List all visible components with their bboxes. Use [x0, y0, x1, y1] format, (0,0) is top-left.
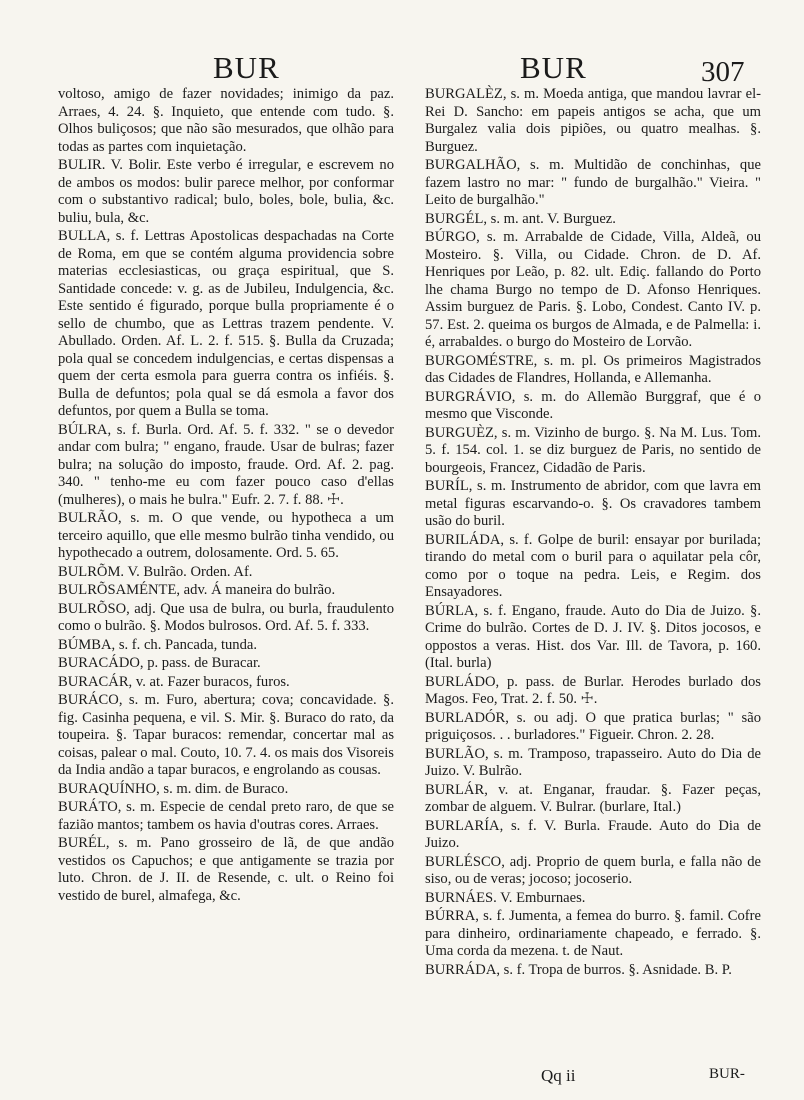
entry-burlesco: BURLÉSCO, adj. Proprio de quem burla, e falla não de siso, ou de veras; jocoso; jocoserio.: [425, 853, 761, 887]
entry-bulrao: BULRÃO, s. m. O que vende, ou hypotheca a um terceiro aquillo, que elle mesmo bulrão tinha vendido, ou hypothecado a outrem, dolosamente. Ord. 5. 65.: [58, 510, 394, 561]
right-column: [425, 86, 761, 980]
running-head-right: BUR: [520, 50, 587, 85]
entry-buracar: BURACÁR, v. at. Fazer buracos, furos.: [58, 673, 290, 690]
entry-burnaes: BURNÁES. V. Emburnaes.: [425, 889, 586, 906]
entry-bulra: BÚLRA, s. f. Burla. Ord. Af. 5. f. 332. " se o devedor andar com bulra; " engano, fraude. Usar de bulras; fazer bulra; na solução do imposto, fraude. Ord. Af. 2. pag. 340. " tenho-me eu com fazer pouco caso d'ellas (mulheres), o mais he bulra." Eufr. 2. 7. f. 88. ☩.: [58, 421, 394, 508]
entry-burgalez: BURGALÈZ, s. m. Moeda antiga, que mandou lavrar el-Rei D. Sancho: em papeis antigos se acha, que um Burgalez valia dois pipiões, ou quatro mealhas. §. Burguez.: [425, 86, 761, 155]
entry-burlador: BURLADÓR, s. ou adj. O que pratica burlas; " são priguiçosos. . . burladores." Figueir. Chron. 2. 28.: [425, 709, 761, 743]
entry-bumba: BÚMBA, s. f. ch. Pancada, tunda.: [58, 636, 258, 653]
printer-signature: Qq ii: [541, 1066, 576, 1085]
entry-burguez: BURGUÈZ, s. m. Vizinho de burgo. §. Na M. Lus. Tom. 5. f. 154. col. 1. se diz burguez de Paris, no sentido de bourgeois, Francez, Cidadão de Paris.: [425, 424, 761, 476]
catchword: BUR-: [709, 1066, 745, 1082]
entry-burlar: BURLÁR, v. at. Enganar, fraudar. §. Fazer peças, zombar de alguem. V. Bulrar. (burlare, Ital.): [425, 781, 761, 815]
entry-voltoso-continued: voltoso, amigo de fazer novidades; inimigo da paz. Arraes, 4. 24. §. Inquieto, que entende com tudo. §. Olhos buliçosos; que não são mesurados, que olhão para todas as partes com inquietação.: [58, 86, 394, 155]
entry-burlaria: BURLARÍA, s. f. V. Burla. Fraude. Auto do Dia de Juizo.: [425, 817, 761, 851]
entry-burgalhao: BURGALHÃO, s. m. Multidão de conchinhas, que fazem lastro no mar: " fundo de burgalhão." Vieira. " Leito de burgalhão.": [425, 157, 761, 208]
entry-burgravio: BURGRÁVIO, s. m. do Allemão Burggraf, que é o mesmo que Visconde.: [425, 388, 761, 422]
entry-burra: BÚRRA, s. f. Jumenta, a femea do burro. §. famil. Cofre para dinheiro, ordinariamente chapeado, e ferrado. §. Uma corda da mezena. t. de Naut.: [425, 908, 761, 959]
column-divider: [409, 86, 410, 1046]
entry-burilada: BURILÁDA, s. f. Golpe de buril: ensayar por burilada; tirando do metal com o buril para o aquilatar pela côr, como por o toque na pedra. Leis, e Regim. dos Ensayadores.: [425, 531, 761, 600]
entry-burgomestre: BURGOMÉSTRE, s. m. pl. Os primeiros Magistrados das Cidades de Flandres, Hollanda, e Allemanha.: [425, 352, 761, 386]
left-column: [58, 86, 394, 906]
entry-burrada: BURRÁDA, s. f. Tropa de burros. §. Asnidade. B. P.: [425, 961, 732, 978]
entry-burlado: BURLÁDO, p. pass. de Burlar. Herodes burlado dos Magos. Feo, Trat. 2. f. 50. ☩.: [425, 673, 761, 707]
entry-buril: BURÍL, s. m. Instrumento de abridor, com que lavra em metal figuras escarvando-o. §. Os cravadores tambem usão do buril.: [425, 478, 761, 529]
entry-burlao: BURLÃO, s. m. Tramposo, trapasseiro. Auto do Dia de Juizo. V. Bulrão.: [425, 745, 761, 779]
entry-buraco: BURÁCO, s. m. Furo, abertura; cova; concavidade. §. fig. Casinha pequena, e vil. S. Mir. §. Buraco do rato, da toupeira. §. Tapar buracos: remendar, concertar mal as coisas, palear o mal. Couto, 10. 7. 4. os mais dos Visoreis da India andão a tapar buracos, e engrolando as cousas.: [58, 692, 394, 778]
entry-burel: BURÉL, s. m. Pano grosseiro de lã, de que andão vestidos os Capuchos; e que antigamente se trazia por luto. Chron. de J. II. de Resende, c. ult. o Reino foi vestido de burel, almafega, &c.: [58, 835, 394, 904]
entry-burgel: BURGÉL, s. m. ant. V. Burguez.: [425, 210, 616, 227]
entry-buracado: BURACÁDO, p. pass. de Buracar.: [58, 655, 261, 671]
entry-burgo: BÚRGO, s. m. Arrabalde de Cidade, Villa, Aldeã, ou Mosteiro. §. Villa, ou Cidade. Chron. de D. Af. Henriques por Leão, p. 82. ult. Ediç. fallando do Porto lhe chama Burgo no tempo de D. Afonso Henriques. Assim burguez de Paris. §. Lobo, Condest. Canto IV. p. 57. Est. 2. queima os burgos de Almada, e de Palmella: i. é, arrabaldes. o burgo do Mosteiro de Lorvão.: [425, 229, 761, 350]
entry-bulir: BULIR. V. Bolir. Este verbo é irregular, e escrevem no de ambos os modos: bulir parece melhor, por conformar com o substantivo radical; bulo, boles, bole, bulia, &c. buliu, bula, &c.: [58, 157, 394, 226]
entry-bulrom: BULRÕM. V. Bulrão. Orden. Af.: [58, 563, 253, 580]
entry-burato: BURÁTO, s. m. Especie de cendal preto raro, de que se fazião mantos; tambem os havia d'outras cores. Arraes.: [58, 799, 394, 833]
running-head-left: BUR: [213, 50, 280, 85]
entry-bulroso: BULRÕSO, adj. Que usa de bulra, ou burla, fraudulento como o bulrão. §. Modos bulrosos. Ord. Af. 5. f. 333.: [58, 600, 394, 634]
page-number: 307: [701, 56, 745, 88]
entry-bulla: BULLA, s. f. Lettras Apostolicas despachadas na Corte de Roma, em que se contém alguma providencia sobre materias ecclesiasticas, ou graça espiritual, que S. Santidade concede: v. g. as de Jubileu, Indulgencia, &c. Este sentido é figurado, porque bulla propriamente é o sello de chumbo, que as Lettras trazem pendente. V. Abullado. Orden. Af. L. 2. f. 515. §. Bulla da Cruzada; pola qual se concedem indulgencias, e certas dispensas a quem der certa esmola para guerra contra os infiéis. §. Bulla de defuntos; pola qual se dá esmola a favor dos defuntos, por quem a Bulla se toma.: [58, 228, 394, 419]
entry-bulrosamente: BULRÕSAMÉNTE, adv. Á maneira do bulrão.: [58, 582, 336, 598]
entry-burla: BÚRLA, s. f. Engano, fraude. Auto do Dia de Juizo. §. Crime do bulrão. Cortes de D. J. IV. §. Ditos jocosos, e oppostos a veras. Hist. dos Var. Ill. de Tavora, p. 160. (Ital. burla): [425, 602, 761, 671]
entry-buraquinho: BURAQUÍNHO, s. m. dim. de Buraco.: [58, 780, 289, 797]
